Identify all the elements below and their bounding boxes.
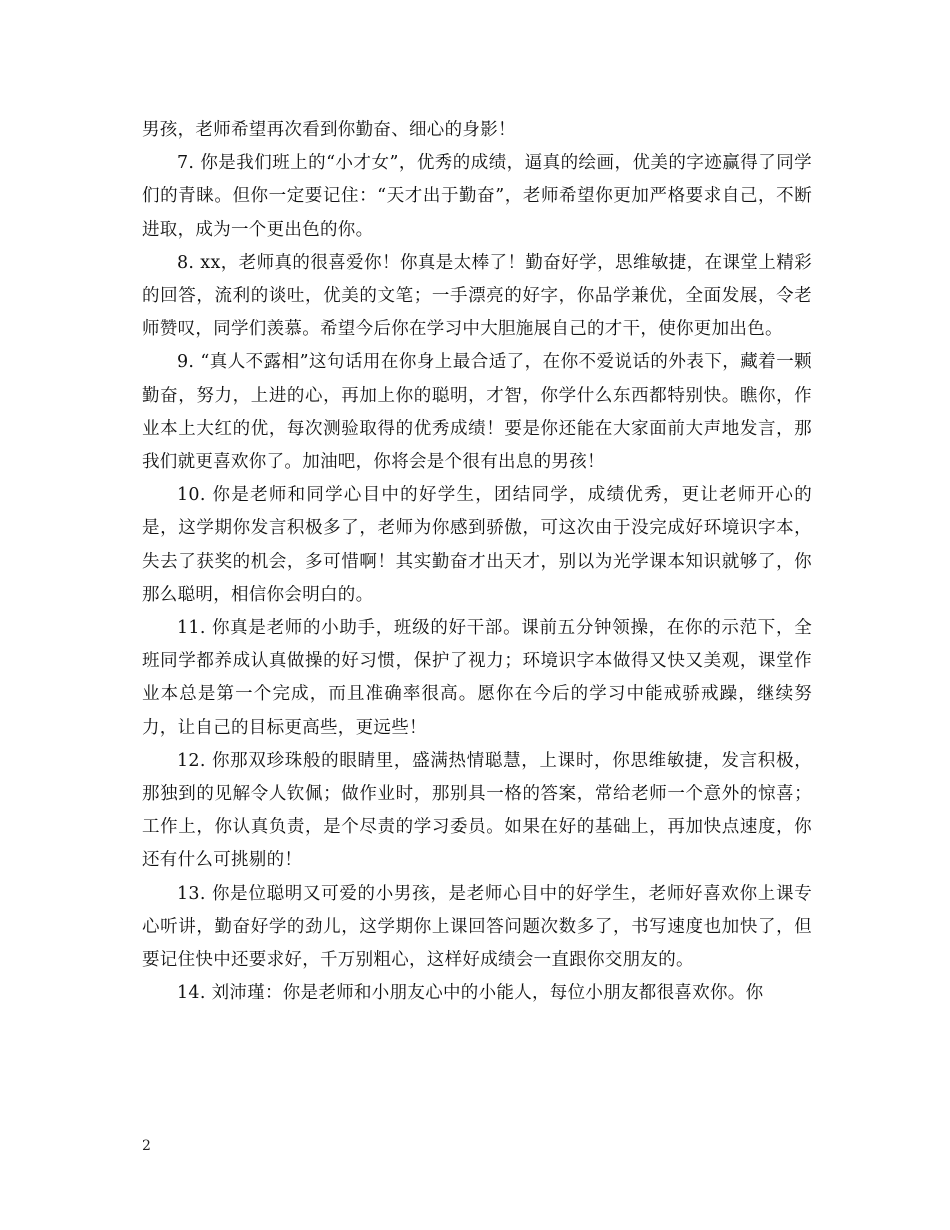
paragraph-comment-10: 10. 你是老师和同学心目中的好学生，团结同学，成绩优秀，更让老师开心的是，这学期你发言积极多了，老师为你感到骄傲，可这次由于没完成好环境识字本，失去了获奖的机会，多可惜啊！其实勤奋才出天才，别以为光学课本知识就够了，你那么聪明，相信你会明白的。 (142, 485, 812, 605)
paragraph-comment-8: 8. xx，老师真的很喜爱你！你真是太棒了！勤奋好学，思维敏捷，在课堂上精彩的回答，流利的谈吐，优美的文笔；一手漂亮的好字，你品学兼优，全面发展，令老师赞叹，同学们羡慕。希望今后你在学习中大胆施展自己的才干，使你更加出色。 (142, 252, 812, 340)
paragraph-comment-9: 9. “真人不露相”这句话用在你身上最合适了，在你不爱说话的外表下，藏着一颗勤奋，努力，上进的心，再加上你的聪明，才智，你学什么东西都特别快。瞧你，作业本上大红的优，每次测验取得的优秀成绩！要是你还能在大家面前大声地发言，那我们就更喜欢你了。加油吧，你将会是个很有出息的男孩！ (142, 352, 812, 473)
paragraph-comment-13: 13. 你是位聪明又可爱的小男孩，是老师心目中的好学生，老师好喜欢你上课专心听讲，勤奋好学的劲儿，这学期你上课回答问题次数多了，书写速度也加快了，但要记住快中还要求好，千万别粗心，这样好成绩会一直跟你交朋友的。 (142, 883, 812, 971)
paragraph-comment-11: 11. 你真是老师的小助手，班级的好干部。课前五分钟领操，在你的示范下，全班同学都养成认真做操的好习惯，保护了视力；环境识字本做得又快又美观，课堂作业本总是第一个完成，而且准确率很高。愿你在今后的学习中能戒骄戒躁，继续努力，让自己的目标更高些，更远些！ (142, 618, 812, 738)
paragraph-comment-12: 12. 你那双珍珠般的眼睛里，盛满热情聪慧，上课时，你思维敏捷，发言积极，那独到的见解令人钦佩；做作业时，那别具一格的答案，常给老师一个意外的惊喜；工作上，你认真负责，是个尽责的学习委员。如果在好的基础上，再加快点速度，你还有什么可挑剔的！ (142, 750, 812, 871)
page-number: 2 (142, 1138, 151, 1154)
paragraph-comment-7: 7. 你是我们班上的“小才女”，优秀的成绩，逼真的绘画，优美的字迹赢得了同学们的青睐。但你一定要记住：“天才出于勤奋”，老师希望你更加严格要求自己，不断进取，成为一个更出色的你。 (142, 153, 812, 240)
paragraph-comment-14: 14. 刘沛瑾：你是老师和小朋友心中的小能人，每位小朋友都很喜欢你。你 (177, 983, 764, 1004)
document-body (142, 114, 812, 1010)
paragraph-continuation: 男孩，老师希望再次看到你勤奋、细心的身影！ (142, 120, 516, 140)
